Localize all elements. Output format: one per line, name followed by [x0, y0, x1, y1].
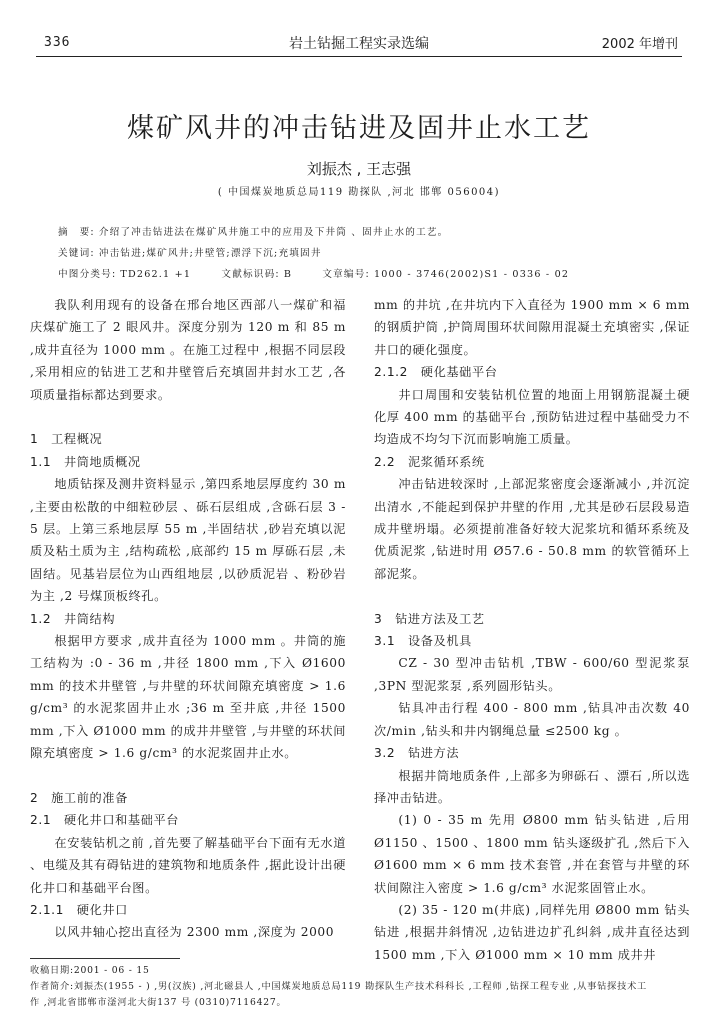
body-paragraph: (1) 0 - 35 m 先用 Ø800 mm 钻头钻进 ,后用 Ø1150 、1500 、1800 mm 钻头逐级扩孔 ,然后下入 Ø1600 mm × 6 mm 技术套管 ,并在套管与井壁的环状间隙注入密度 > 1.6 g/cm³ 水泥浆固管止水。	[374, 813, 690, 895]
body-paragraph: mm 的井坑 ,在井坑内下入直径为 1900 mm × 6 mm 的钢质护筒 ,护筒周围环状间隙用混凝土充填密实 ,保证井口的硬化强度。	[374, 298, 690, 357]
body-paragraph: 根据甲方要求 ,成井直径为 1000 mm 。井筒的施工结构为 :0 - 36 m ,井径 1800 mm ,下入 Ø1600 mm 的技术井壁管 ,与井壁的环状间隙充填密度 > 1.6 g/cm³ 的水泥浆固井止水 ;36 m 至井底 ,井径 1500 mm ,下入 Ø1000 mm 的成井井壁管 ,与井壁的环状间隙充填密度 > 1.6 g/cm³ 的水泥浆固井止水。	[30, 634, 346, 761]
abstract-label: 摘 要:	[58, 227, 95, 238]
section-heading: 2.1.2 硬化基础平台	[374, 365, 498, 380]
article-title: 煤矿风井的冲击钻进及固井止水工艺	[127, 113, 591, 144]
section-heading: 1 工程概况	[30, 432, 103, 447]
footnote-rule	[30, 958, 180, 959]
article-number-value: 1000 - 3746(2002)S1 - 0336 - 02	[373, 269, 570, 280]
abstract-text: 介绍了冲击钻进法在煤矿风井施工中的应用及下井筒 、固井止水的工艺。	[98, 227, 449, 238]
issue-label: 2002 年增刊	[601, 37, 678, 52]
body-paragraph: (2) 35 - 120 m(井底) ,同样先用 Ø800 mm 钻头钻进 ,根据井斜情况 ,边钻进边扩孔纠斜 ,成井直径达到 1500 mm ,下入 Ø1000 mm × 10 mm 成井井	[374, 902, 690, 962]
body-paragraph: 井口周围和安装钻机位置的地面上用钢筋混凝土硬化厚 400 mm 的基础平台 ,预防钻进过程中基础受力不均造成不均匀下沉而影响施工质量。	[374, 387, 690, 447]
left-column	[30, 294, 346, 944]
body-paragraph: 地质钻探及测井资料显示 ,第四系地层厚度约 30 m ,主要由松散的中细粒砂层 、砾石层组成 ,含砾石层 3 - 5 层。上第三系地层厚 55 m ,半固结状 ,砂岩充填以泥质及粘土质为主 ,结构疏松 ,底部约 15 m 厚砾石层 ,未固结。见基岩层位为山西组地层 ,以砂质泥岩 、粉砂岩为主 ,2 号煤顶板终孔。	[30, 477, 346, 604]
abstract-line	[58, 222, 678, 243]
authors: 刘振杰 , 王志强	[306, 160, 412, 178]
section-heading: 3 钻进方法及工艺	[374, 611, 485, 626]
section-heading: 3.1 设备及机具	[374, 634, 472, 649]
article-number-label: 文章编号:	[322, 269, 370, 280]
abstract-block	[58, 222, 678, 285]
author-bio-line-2: 作 ,河北省邯郸市滏河北大街137 号 (0310)7116427。	[30, 997, 287, 1008]
clc-label: 中图分类号:	[58, 269, 117, 280]
section-heading: 1.1 井筒地质概况	[30, 454, 141, 469]
page-header	[0, 0, 718, 58]
received-date: 收稿日期:2001 - 06 - 15	[30, 965, 150, 976]
body-paragraph: 钻具冲击行程 400 - 800 mm ,钻具冲击次数 40 次/min ,钻头和井内钢绳总量 ≤2500 kg 。	[374, 701, 690, 738]
doc-code-value: B	[283, 269, 293, 280]
classification-line	[58, 264, 678, 285]
keywords-text: 冲击钻进;煤矿风井;井壁管;漂浮下沉;充填固井	[98, 248, 322, 259]
keywords-line	[58, 243, 678, 264]
section-heading: 2.2 泥浆循环系统	[374, 454, 485, 469]
body-paragraph: 根据井筒地质条件 ,上部多为卵砾石 、漂石 ,所以选择冲击钻进。	[374, 768, 690, 805]
body-paragraph: CZ - 30 型冲击钻机 ,TBW - 600/60 型泥浆泵 ,3PN 型泥浆泵 ,系列圆形钻头。	[374, 656, 690, 693]
keywords-label: 关键词:	[58, 248, 95, 259]
clc-value: TD262.1 +1	[120, 269, 192, 280]
section-heading: 3.2 钻进方法	[374, 746, 460, 761]
spacer	[374, 585, 690, 607]
header-rule	[36, 56, 682, 57]
section-heading: 1.2 井筒结构	[30, 611, 116, 626]
body-paragraph: 冲击钻进较深时 ,上部泥浆密度会逐渐减小 ,并沉淀出清水 ,不能起到保护井壁的作用 ,尤其是砂石层段易造成井壁坍塌。必须提前准备好较大泥浆坑和循环系统及优质泥浆 ,钻进时用 Ø57.6 - 50.8 mm 的软管循环上部泥浆。	[374, 477, 690, 581]
spacer	[30, 765, 346, 787]
spacer	[30, 406, 346, 428]
affiliation: ( 中国煤炭地质总局119 勘探队 ,河北 邯郸 056004)	[217, 187, 501, 198]
section-heading: 2 施工前的准备	[30, 790, 128, 805]
journal-name: 岩土钻掘工程实录选编	[289, 36, 429, 52]
body-paragraph: 在安装钻机之前 ,首先要了解基础平台下面有无水道 、电缆及其有碍钻进的建筑物和地质条件 ,据此设计出硬化井口和基础平台图。	[30, 835, 346, 895]
author-bio-line-1: 作者简介:刘振杰(1955 - ) ,男(汉族) ,河北磁县人 ,中国煤炭地质总局119 勘探队生产技术科科长 ,工程师 ,钻探工程专业 ,从事钻探技术工	[30, 981, 648, 992]
body-paragraph: 我队利用现有的设备在邢台地区西部八一煤矿和福庆煤矿施工了 2 眼风井。深度分别为 120 m 和 85 m ,成井直径为 1000 mm 。在施工过程中 ,根据不同层段 ,采用相应的钻进工艺和井壁管后充填固井封水工艺 ,各项质量指标都达到要求。	[30, 298, 346, 402]
body-paragraph: 以风井轴心挖出直径为 2300 mm ,深度为 2000	[54, 925, 335, 940]
section-heading: 2.1 硬化井口和基础平台	[30, 813, 180, 828]
section-heading: 2.1.1 硬化井口	[30, 902, 128, 917]
footnote	[30, 958, 690, 1011]
doc-code-label: 文献标识码:	[221, 269, 280, 280]
right-column	[374, 294, 690, 966]
page-number: 336	[44, 35, 71, 50]
